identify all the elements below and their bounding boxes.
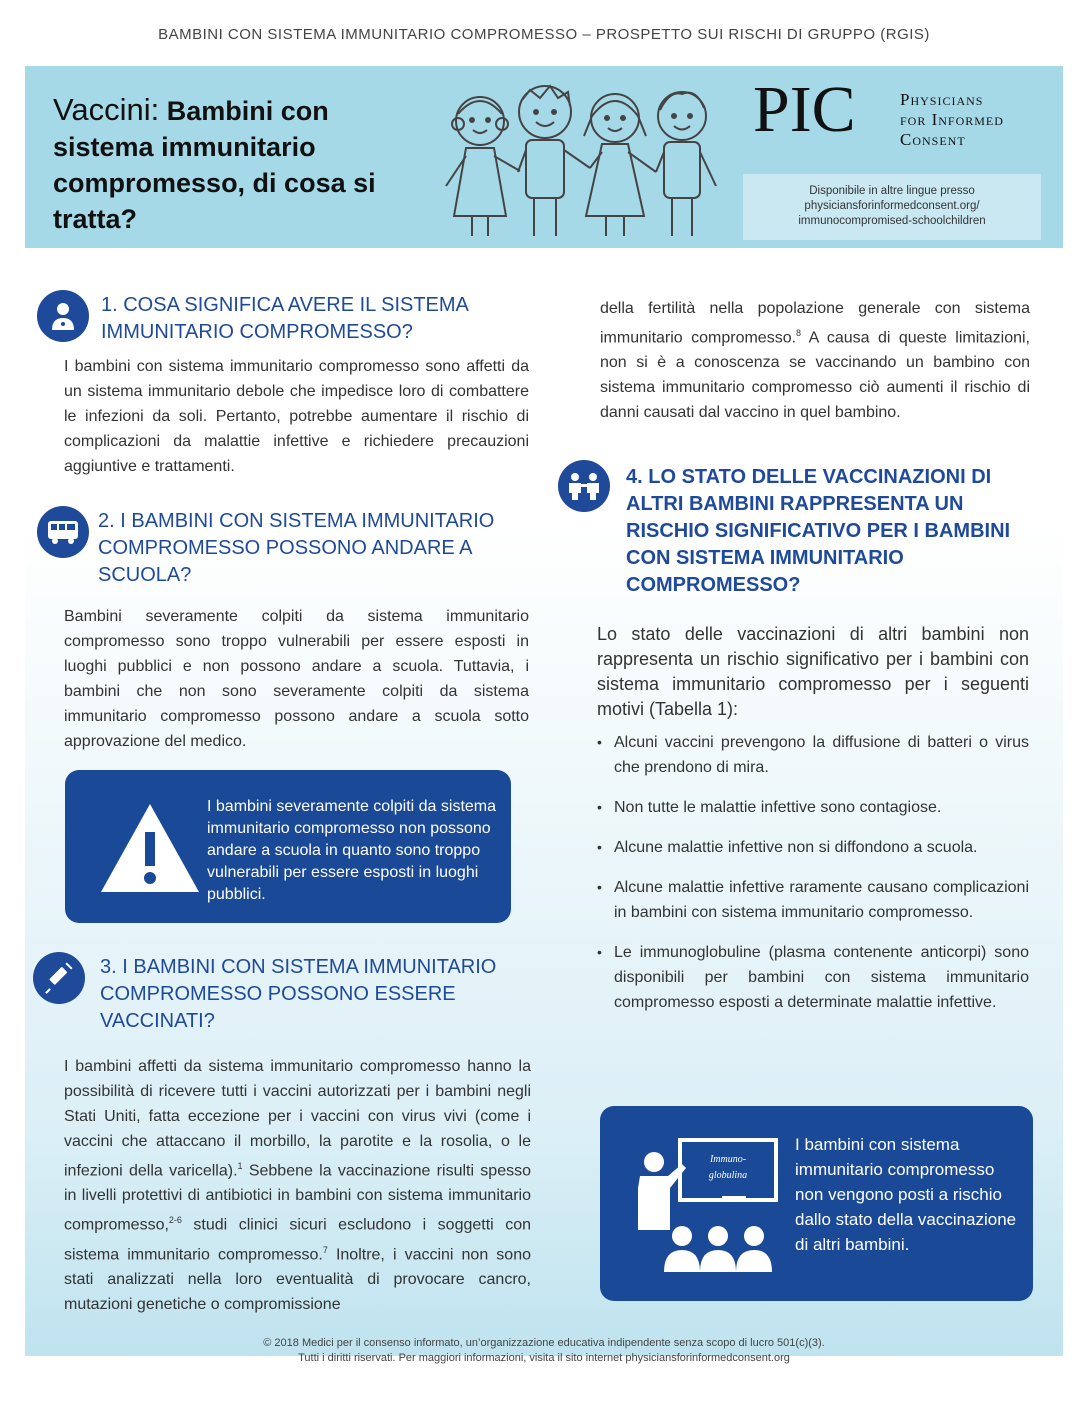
callout-box	[600, 1106, 1033, 1301]
board-text: globulina	[708, 1170, 748, 1181]
section-1-body: I bambini con sistema immunitario compromesso sono affetti da un sistema immunitario debole che impedisce loro di combattere le infezioni da soli. Pertanto, potrebbe aumentare il rischio di complicazioni da malattie infettive e richiedere precauzioni aggiuntive e trattamenti.	[64, 358, 529, 475]
header-banner	[25, 66, 1063, 248]
footer-info-line: Tutti i diritti riservati. Per maggiori informazioni, visita il sito internet physiciansforinformedconsent.org	[298, 1352, 790, 1364]
list-item: • Alcuni vaccini prevengono la diffusione di batteri o virus che prendono di mira.	[597, 730, 1029, 780]
reasons-list	[597, 730, 1029, 1030]
reference-mark: 2-6	[168, 1215, 182, 1226]
classroom-icon	[622, 1132, 792, 1292]
bus-icon	[37, 506, 89, 558]
list-item: • Alcune malattie infettive raramente causano complicazioni in bambini con sistema immunitario compromesso.	[597, 875, 1029, 925]
section-3-text: Sebbene la vaccinazione risulti spesso in livelli protettivi di antibiotici in bambini con sistema immunitario compromesso,	[64, 1162, 531, 1234]
section-4-intro: Lo stato delle vaccinazioni di altri bambini non rappresenta un rischio significativo per i bambini con sistema immunitario compromesso per i seguenti motivi (Tabella 1):	[597, 624, 1029, 719]
list-item: • Non tutte le malattie infettive sono contagiose.	[597, 795, 1029, 820]
reference-mark: 1	[237, 1161, 243, 1171]
languages-box	[743, 174, 1041, 240]
copyright-line: © 2018 Medici per il consenso informato, un’organizzazione educativa indipendente senza scopo di lucro 501(c)(3).	[263, 1337, 825, 1349]
languages-link[interactable]: physiciansforinformedconsent.org/	[804, 200, 980, 212]
organization-name	[900, 90, 1070, 150]
page-title	[53, 92, 383, 237]
section-4-title: 4. LO STATO DELLE VACCINAZIONI DI ALTRI BAMBINI RAPPRESENTA UN RISCHIO SIGNIFICATIVO PER I BAMBINI CON SISTEMA IMMUNITARIO COMPROMESSO?	[626, 466, 1011, 596]
org-name-line: Consent	[900, 130, 966, 149]
org-name-line: Physicians	[900, 90, 984, 109]
warning-icon	[95, 798, 205, 898]
list-item: • Le immunoglobuline (plasma contenente anticorpi) sono disponibili per bambini con sistema immunitario compromesso esposti a determinate malattie infettive.	[597, 940, 1029, 1015]
section-1-title: 1. COSA SIGNIFICA AVERE IL SISTEMA IMMUNITARIO COMPROMESSO?	[101, 294, 468, 343]
syringe-icon	[33, 952, 85, 1004]
children-icon	[558, 460, 610, 512]
alert-box	[65, 770, 511, 923]
reference-mark: 8	[796, 328, 802, 338]
section-2-title: 2. I BAMBINI CON SISTEMA IMMUNITARIO COMPROMESSO POSSONO ANDARE A SCUOLA?	[98, 510, 495, 586]
page-title-lead: Vaccini:	[53, 92, 160, 127]
section-3-text: A causa di queste limitazioni, non si è a conoscenza se vaccinando un bambino con sistema immunitario compromesso ciò aumenti il rischio di danni causati dal vaccino in quel bambino.	[600, 329, 1030, 422]
callout-text: I bambini con sistema immunitario compromesso non vengono posti a rischio dallo stato della vaccinazione di altri bambini.	[795, 1135, 1017, 1254]
reference-mark: 7	[322, 1244, 328, 1255]
languages-line: Disponibile in altre lingue presso	[809, 185, 975, 197]
section-3-body	[64, 1054, 531, 1317]
doctor-icon	[37, 290, 89, 342]
section-3-text: I bambini affetti da sistema immunitario compromesso hanno la possibilità di ricevere tutti i vaccini autorizzati per i bambini negli Stati Uniti, fatta eccezione per i vaccini con virus vivi (come i vaccini che attaccano il morbillo, la parotite e la rosolia, o le infezioni della varicella).	[64, 1058, 531, 1180]
section-3-text: Inoltre, i vaccini non sono stati analizzati nella loro eventualità di provocare cancro, mutazioni genetiche o compromissione	[64, 1245, 531, 1313]
pic-logo: PIC	[753, 73, 856, 146]
section-3-continued	[600, 296, 1030, 425]
languages-link[interactable]: immunocompromised-schoolchildren	[798, 215, 986, 227]
footer	[0, 1336, 1088, 1366]
section-3-text: della fertilità nella popolazione generale con sistema immunitario compromesso.	[600, 300, 1030, 347]
page-title-rest: Bambini con sistema immunitario compromesso, di cosa si tratta?	[53, 96, 376, 234]
children-illustration-icon	[430, 76, 730, 242]
section-2-body: Bambini severamente colpiti da sistema immunitario compromesso sono troppo vulnerabili per essere esposti in luoghi pubblici e non possono andare a scuola. Tuttavia, i bambini che non sono severamente colpiti da sistema immunitario compromesso possono andare a scuola sotto approvazione del medico.	[64, 608, 529, 750]
list-item: • Alcune malattie infettive non si diffondono a scuola.	[597, 835, 1029, 860]
board-text: Immuno-	[709, 1154, 747, 1165]
section-3-text: studi clinici sicuri escludono i soggetti con sistema immunitario compromesso.	[64, 1216, 531, 1263]
section-3-title: 3. I BAMBINI CON SISTEMA IMMUNITARIO COMPROMESSO POSSONO ESSERE VACCINATI?	[100, 956, 497, 1032]
alert-text: I bambini severamente colpiti da sistema immunitario compromesso non possono andare a scuola in quanto sono troppo vulnerabili per essere esposti in luoghi pubblici.	[207, 798, 497, 903]
document-top-title: BAMBINI CON SISTEMA IMMUNITARIO COMPROMESSO – PROSPETTO SUI RISCHI DI GRUPPO (RGIS)	[158, 26, 930, 43]
org-name-line: for Informed	[900, 110, 1004, 129]
